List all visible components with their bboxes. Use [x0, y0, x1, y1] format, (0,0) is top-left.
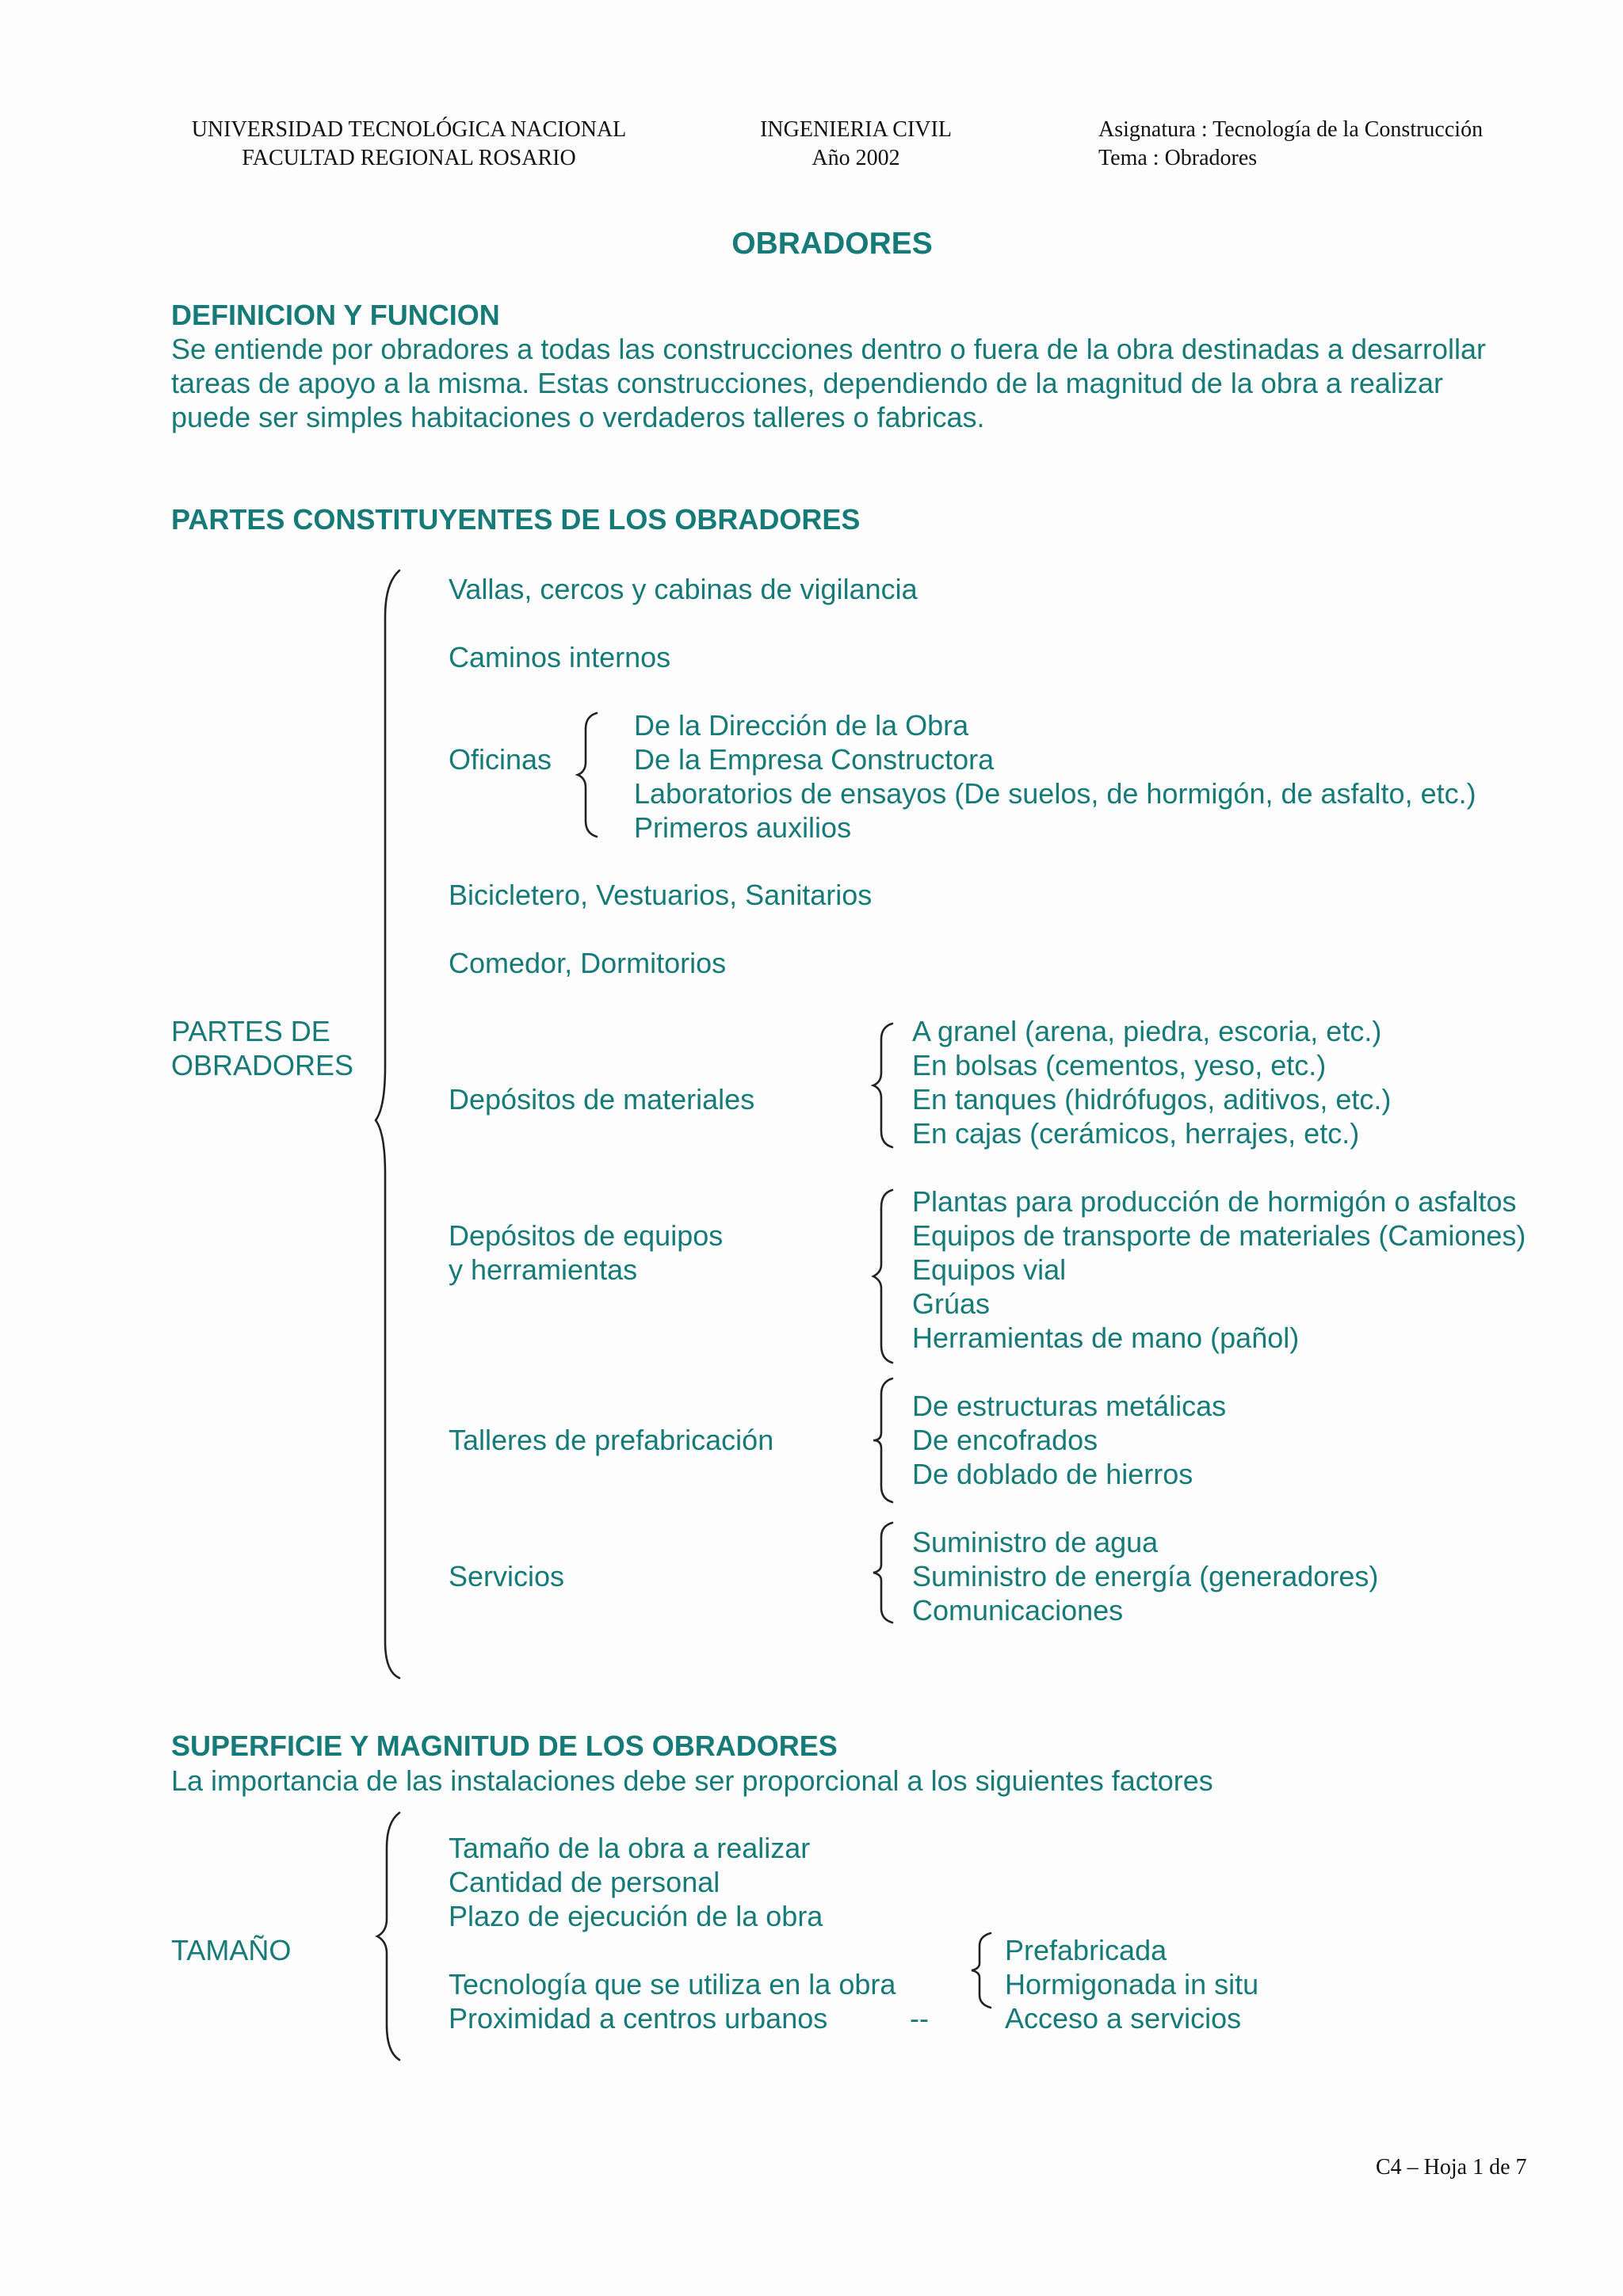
tamano-factors: [449, 1831, 823, 1933]
equipos-item: Equipos de transporte de materiales (Camiones): [912, 1219, 1526, 1252]
oficinas-item: Primeros auxilios: [634, 811, 852, 844]
oficinas-item: De la Dirección de la Obra: [634, 709, 969, 742]
definicion-heading: DEFINICION Y FUNCION: [171, 299, 500, 331]
page-title: OBRADORES: [731, 227, 933, 261]
servicios-items: [912, 1525, 1378, 1627]
item-bicicletero: Bicicletero, Vestuarios, Sanitarios: [449, 879, 873, 911]
page-footer: C4 – Hoja 1 de 7: [1376, 2155, 1527, 2180]
servicios-item: Comunicaciones: [912, 1594, 1124, 1627]
oficinas-items: [634, 708, 1476, 845]
header-center: [737, 116, 975, 173]
item-comedor: Comedor, Dormitorios: [449, 947, 727, 979]
talleres-item: De encofrados: [912, 1424, 1098, 1456]
tecnologia-brace: [968, 1932, 992, 2009]
faculty-name: FACULTAD REGIONAL ROSARIO: [242, 146, 576, 170]
equipos-brace: [870, 1188, 894, 1364]
tecnologia-item: Acceso a servicios: [1005, 2002, 1242, 2035]
talleres-item: De estructuras metálicas: [912, 1390, 1227, 1422]
university-name: UNIVERSIDAD TECNOLÓGICA NACIONAL: [191, 117, 627, 142]
equipos-item: Herramientas de mano (pañol): [912, 1322, 1300, 1354]
year: Año 2002: [812, 146, 900, 170]
materiales-brace: [870, 1022, 894, 1149]
equipos-item: Equipos vial: [912, 1253, 1067, 1286]
materiales-items: [912, 1014, 1391, 1150]
partes-root-label: [171, 1014, 353, 1082]
talleres-items: [912, 1389, 1226, 1491]
materiales-item: En cajas (cerámicos, herrajes, etc.): [912, 1117, 1360, 1150]
servicios-label: Servicios: [449, 1560, 565, 1592]
servicios-item: Suministro de energía (generadores): [912, 1560, 1379, 1592]
servicios-brace: [870, 1521, 894, 1624]
equipos-item: Plantas para producción de hormigón o asfaltos: [912, 1185, 1517, 1218]
proximidad-dash: --: [910, 2002, 929, 2035]
tecnologia-item: Hormigonada in situ: [1005, 1968, 1259, 2000]
item-caminos: Caminos internos: [449, 641, 671, 673]
equipos-label-line: Depósitos de equipos: [449, 1219, 724, 1252]
materiales-item: En tanques (hidrófugos, aditivos, etc.): [912, 1083, 1392, 1116]
partes-heading: PARTES CONSTITUYENTES DE LOS OBRADORES: [171, 503, 861, 536]
header-left: [171, 116, 647, 173]
materiales-label: Depósitos de materiales: [449, 1083, 755, 1116]
subject: Asignatura : Tecnología de la Construcción: [1098, 117, 1484, 142]
equipos-label: [449, 1219, 723, 1287]
tamano-brace: [372, 1811, 401, 2061]
definicion-line: puede ser simples habitaciones o verdaderos talleres o fabricas.: [171, 401, 985, 433]
tamano-factor: Plazo de ejecución de la obra: [449, 1900, 823, 1932]
tamano-factor-proximidad: Proximidad a centros urbanos: [449, 2002, 828, 2035]
superficie-heading: SUPERFICIE Y MAGNITUD DE LOS OBRADORES: [171, 1730, 838, 1762]
equipos-label-line: y herramientas: [449, 1253, 638, 1286]
materiales-item: A granel (arena, piedra, escoria, etc.): [912, 1015, 1382, 1047]
tamano-label: TAMAÑO: [171, 1934, 292, 1966]
talleres-item: De doblado de hierros: [912, 1458, 1193, 1490]
superficie-intro: La importancia de las instalaciones debe ser proporcional a los siguientes factores: [171, 1764, 1213, 1797]
partes-main-brace: [371, 569, 403, 1678]
oficinas-label: Oficinas: [449, 743, 552, 776]
oficinas-item: De la Empresa Constructora: [634, 743, 995, 776]
talleres-label: Talleres de prefabricación: [449, 1424, 774, 1456]
talleres-brace: [870, 1377, 894, 1504]
tamano-factor: Cantidad de personal: [449, 1866, 720, 1898]
equipos-items: [912, 1184, 1526, 1355]
definicion-line: tareas de apoyo a la misma. Estas construcciones, dependiendo de la magnitud de la obra a realizar: [171, 367, 1443, 399]
tamano-factor-tecnologia: Tecnología que se utiliza en la obra: [449, 1968, 896, 2000]
oficinas-brace: [575, 711, 598, 838]
partes-root-line: OBRADORES: [171, 1049, 354, 1081]
oficinas-item: Laboratorios de ensayos (De suelos, de hormigón, de asfalto, etc.): [634, 777, 1476, 810]
tecnologia-item: Prefabricada: [1005, 1934, 1167, 1966]
tamano-factor: Tamaño de la obra a realizar: [449, 1832, 811, 1864]
item-vallas: Vallas, cercos y cabinas de vigilancia: [449, 573, 918, 605]
topic: Tema : Obradores: [1098, 146, 1258, 170]
header-right: [1098, 116, 1483, 173]
definicion-line: Se entiende por obradores a todas las construcciones dentro o fuera de la obra destinadas a desarrollar: [171, 333, 1487, 365]
tecnologia-items: [1005, 1933, 1258, 2035]
partes-root-line: PARTES DE: [171, 1015, 330, 1047]
materiales-item: En bolsas (cementos, yeso, etc.): [912, 1049, 1327, 1081]
servicios-item: Suministro de agua: [912, 1526, 1159, 1558]
career-name: INGENIERIA CIVIL: [760, 117, 952, 142]
equipos-item: Grúas: [912, 1287, 991, 1320]
definicion-paragraph: [171, 332, 1486, 434]
